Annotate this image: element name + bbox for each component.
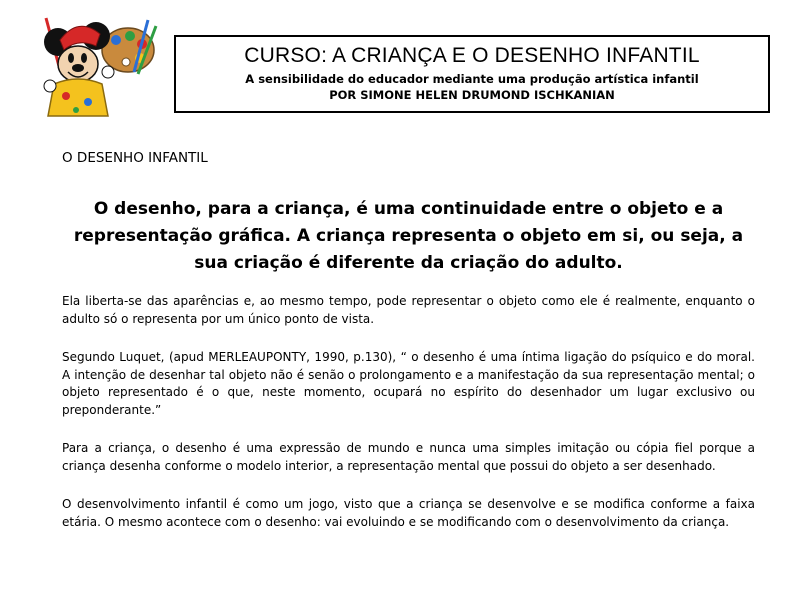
body-text	[62, 293, 755, 552]
course-author: POR SIMONE HELEN DRUMOND ISCHKANIAN	[329, 88, 615, 102]
painter-mouse-mascot	[30, 12, 160, 120]
section-heading: O DESENHO INFANTIL	[62, 150, 208, 166]
highlight-statement: O desenho, para a criança, é uma continuidade entre o objeto e a representação gráfica. A criança representa o objeto em si, ou seja, a sua criação é diferente da criação do adulto.	[73, 199, 744, 273]
painter-mouse-with-palette-icon	[30, 12, 160, 120]
paragraph: Para a criança, o desenho é uma expressão de mundo e nunca uma simples imitação ou cópia fiel porque a criança desenha conforme o modelo interior, a representação mental que possui do objeto a ser desenhado.	[62, 441, 755, 473]
paragraph: Segundo Luquet, (apud MERLEAUPONTY, 1990, p.130), “ o desenho é uma íntima ligação do psíquico e do moral. A intenção de desenhar tal objeto não é senão o prolongamento e a manifestação da sua representação mental; o objeto representado é o que, neste momento, ocupará no espírito do desenhador um lugar exclusivo ou preponderante.”	[62, 350, 755, 417]
course-title-box	[174, 35, 770, 113]
course-title: CURSO: A CRIANÇA E O DESENHO INFANTIL	[244, 44, 700, 67]
paragraph: Ela liberta-se das aparências e, ao mesmo tempo, pode representar o objeto como ele é realmente, enquanto o adulto só o representa por um único ponto de vista.	[62, 294, 755, 326]
paragraph: O desenvolvimento infantil é como um jogo, visto que a criança se desenvolve e se modifica conforme a faixa etária. O mesmo acontece com o desenho: vai evoluindo e se modificando com o desenvolvimento da criança.	[62, 497, 755, 529]
course-subtitle: A sensibilidade do educador mediante uma produção artística infantil	[245, 72, 699, 86]
